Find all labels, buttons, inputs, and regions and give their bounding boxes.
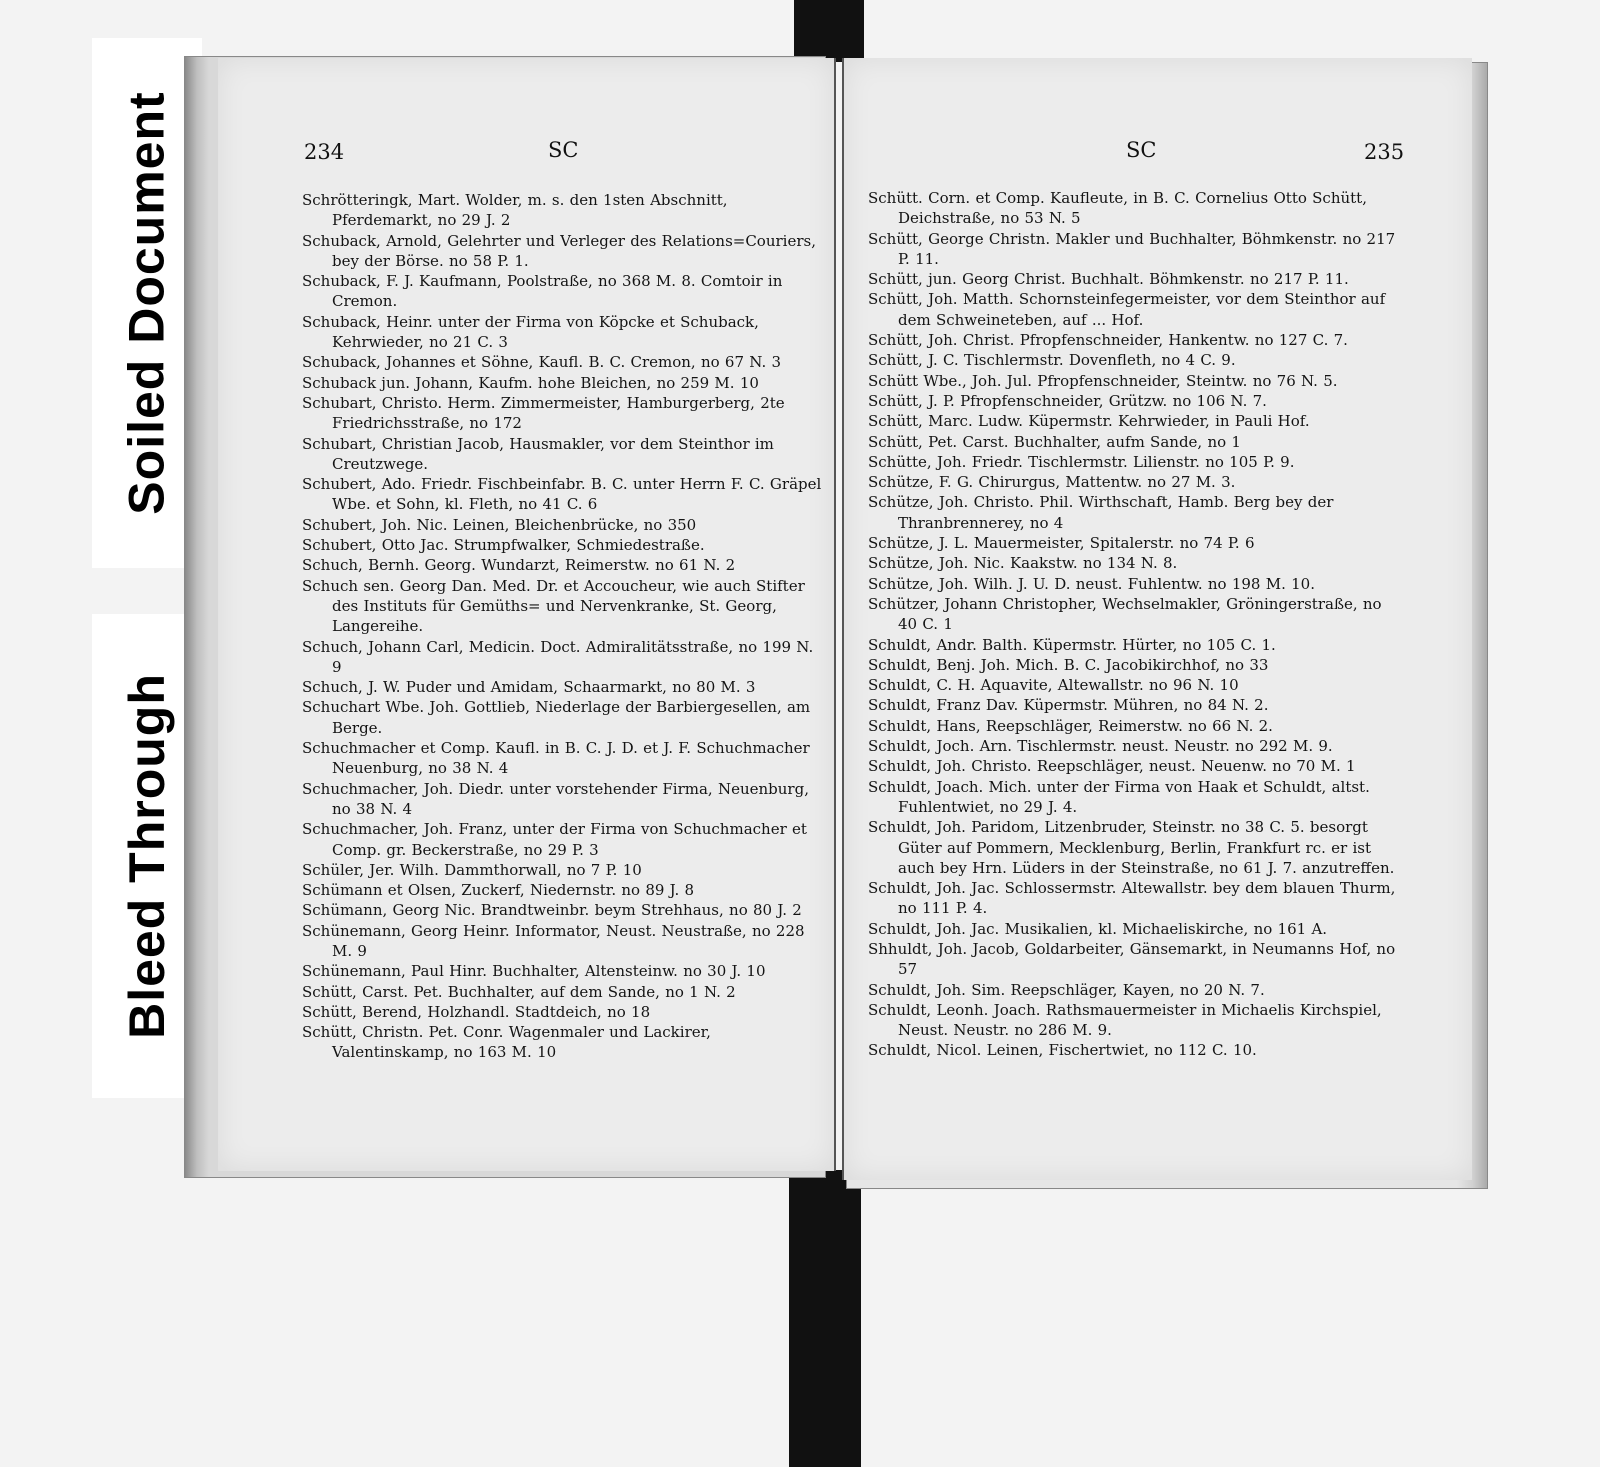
directory-entry: Schütt, Carst. Pet. Buchhalter, auf dem Sande, no 1 N. 2 <box>302 982 736 1001</box>
directory-entry: Schütt, George Christn. Makler und Buchhalter, Böhmkenstr. no 217 P. 11. <box>868 229 1396 268</box>
page-header: SC <box>1126 138 1157 162</box>
directory-entry: Schuldt, Andr. Balth. Küpermstr. Hürter, no 105 C. 1. <box>868 635 1276 654</box>
directory-entry: Schütt Wbe., Joh. Jul. Pfropfenschneider, Steintw. no 76 N. 5. <box>868 371 1338 390</box>
bleed-through-label-text: Bleed Through <box>119 673 176 1039</box>
directory-entry: Schubert, Otto Jac. Strumpfwalker, Schmiedestraße. <box>302 536 705 555</box>
directory-entry: Schütt, Joh. Christ. Pfropfenschneider, Hankentw. no 127 C. 7. <box>868 331 1348 350</box>
directory-entry: Schuback, Johannes et Söhne, Kaufl. B. C. Cremon, no 67 N. 3 <box>302 353 782 372</box>
directory-entry: Schütt, J. P. Pfropfenschneider, Grützw. no 106 N. 7. <box>868 391 1267 410</box>
directory-entry: Schützer, Johann Christopher, Wechselmakler, Gröningerstraße, no 40 C. 1 <box>868 594 1382 634</box>
directory-entry: Schuchmacher, Joh. Franz, unter der Firma von Schuchmacher et Comp. gr. Beckerstraße, no 29 P. 3 <box>302 820 807 859</box>
directory-entry: Schümann, Georg Nic. Brandtweinbr. beym Strehhaus, no 80 J. 2 <box>302 901 802 920</box>
page-number: 234 <box>304 140 345 164</box>
directory-entry: Schuldt, Joach. Mich. unter der Firma von Haak et Schuldt, altst. Fuhlentwiet, no 29 J. 4. <box>868 777 1370 816</box>
directory-entry: Schrötteringk, Mart. Wolder, m. s. den 1sten Abschnitt, Pferdemarkt, no 29 J. 2 <box>302 191 728 230</box>
page-header: SC <box>548 138 579 162</box>
directory-entry: Schubert, Ado. Friedr. Fischbeinfabr. B. C. unter Herrn F. C. Gräpel Wbe. et Sohn, kl. Fleth, no 41 C. 6 <box>302 475 822 514</box>
directory-entry: Schuch, Bernh. Georg. Wundarzt, Reimerstw. no 61 N. 2 <box>302 556 736 575</box>
directory-entry: Schubart, Christo. Herm. Zimmermeister, Hamburgerberg, 2te Friedrichsstraße, no 172 <box>302 393 785 433</box>
directory-entry: Schuldt, Joh. Christo. Reepschläger, neust. Neuenw. no 70 M. 1 <box>868 757 1356 776</box>
left-page <box>218 58 836 1171</box>
directory-entry: Schütt, J. C. Tischlermstr. Dovenfleth, no 4 C. 9. <box>868 351 1236 370</box>
directory-entry: Schütt, Christn. Pet. Conr. Wagenmaler und Lackirer, Valentinskamp, no 163 M. 10 <box>302 1023 711 1062</box>
directory-entry: Schütt, jun. Georg Christ. Buchhalt. Böhmkenstr. no 217 P. 11. <box>868 270 1349 289</box>
directory-entry: Schuldt, Nicol. Leinen, Fischertwiet, no 112 C. 10. <box>868 1041 1257 1060</box>
directory-entry: Schuldt, Joch. Arn. Tischlermstr. neust. Neustr. no 292 M. 9. <box>868 737 1333 756</box>
binding-strap-bottom <box>789 1170 861 1467</box>
directory-entry: Schütze, J. L. Mauermeister, Spitalerstr. no 74 P. 6 <box>868 534 1255 553</box>
page-number: 235 <box>1364 140 1405 164</box>
directory-entries-right <box>868 188 1398 1061</box>
directory-entry: Shhuldt, Joh. Jacob, Goldarbeiter, Gänsemarkt, in Neumanns Hof, no 57 <box>868 939 1396 979</box>
right-page <box>842 58 1472 1180</box>
directory-entry: Schuldt, Joh. Sim. Reepschläger, Kayen, no 20 N. 7. <box>868 980 1265 999</box>
binding-strap-top <box>794 0 864 62</box>
directory-entry: Schütt, Berend, Holzhandl. Stadtdeich, no 18 <box>302 1002 651 1021</box>
directory-entry: Schuldt, Hans, Reepschläger, Reimerstw. no 66 N. 2. <box>868 716 1273 735</box>
soiled-document-label-text: Soiled Document <box>119 91 175 515</box>
directory-entry: Schuldt, Joh. Jac. Schlossermstr. Altewallstr. bey dem blauen Thurm, no 111 P. 4. <box>868 879 1396 918</box>
directory-entry: Schütze, Joh. Nic. Kaakstw. no 134 N. 8. <box>868 554 1178 573</box>
directory-entry: Schuback, Arnold, Gelehrter und Verleger des Relations=Couriers, bey der Börse. no 58 P. 1. <box>302 231 816 270</box>
directory-entry: Schuldt, Joh. Paridom, Litzenbruder, Steinstr. no 38 C. 5. besorgt Güter auf Pommern, Mecklenburg, Berlin, Frankfurt rc. er ist auch bey Hrn. Lüders in der Steinstraße, no 61 J. 7. anzutreffen. <box>868 818 1395 877</box>
directory-entry: Schuchart Wbe. Joh. Gottlieb, Niederlage der Barbiergesellen, am Berge. <box>302 698 811 737</box>
directory-entry: Schuchmacher et Comp. Kaufl. in B. C. J. D. et J. F. Schuchmacher Neuenburg, no 38 N. 4 <box>302 739 810 778</box>
directory-entry: Schütte, Joh. Friedr. Tischlermstr. Lilienstr. no 105 P. 9. <box>868 452 1295 471</box>
directory-entry: Schubart, Christian Jacob, Hausmakler, vor dem Steinthor im Creutzwege. <box>302 434 774 473</box>
directory-entry: Schuback jun. Johann, Kaufm. hohe Bleichen, no 259 M. 10 <box>302 373 759 392</box>
directory-entry: Schuldt, C. H. Aquavite, Altewallstr. no 96 N. 10 <box>868 676 1239 695</box>
directory-entry: Schüler, Jer. Wilh. Dammthorwall, no 7 P. 10 <box>302 860 642 879</box>
directory-entries-left <box>302 190 822 1063</box>
directory-entry: Schuch, Johann Carl, Medicin. Doct. Admiralitätsstraße, no 199 N. 9 <box>302 637 814 676</box>
directory-entry: Schuback, F. J. Kaufmann, Poolstraße, no 368 M. 8. Comtoir in Cremon. <box>302 272 783 311</box>
directory-entry: Schubert, Joh. Nic. Leinen, Bleichenbrücke, no 350 <box>302 515 697 534</box>
directory-entry: Schuldt, Franz Dav. Küpermstr. Mühren, no 84 N. 2. <box>868 696 1269 715</box>
directory-entry: Schütze, Joh. Wilh. J. U. D. neust. Fuhlentw. no 198 M. 10. <box>868 574 1315 593</box>
directory-entry: Schuldt, Joh. Jac. Musikalien, kl. Michaeliskirche, no 161 A. <box>868 919 1328 938</box>
directory-entry: Schümann et Olsen, Zuckerf, Niedernstr. no 89 J. 8 <box>302 881 695 900</box>
directory-entry: Schuldt, Leonh. Joach. Rathsmauermeister in Michaelis Kirchspiel, Neust. Neustr. no 286 M. 9. <box>868 1000 1382 1040</box>
directory-entry: Schuch sen. Georg Dan. Med. Dr. et Accoucheur, wie auch Stifter des Instituts für Gemüths= und Nervenkranke, St. Georg, Langereihe. <box>302 576 805 636</box>
directory-entry: Schütt. Corn. et Comp. Kaufleute, in B. C. Cornelius Otto Schütt, Deichstraße, no 53 N. 5 <box>868 189 1367 228</box>
directory-entry: Schuchmacher, Joh. Diedr. unter vorstehender Firma, Neuenburg, no 38 N. 4 <box>302 779 809 818</box>
directory-entry: Schünemann, Paul Hinr. Buchhalter, Altensteinw. no 30 J. 10 <box>302 962 766 981</box>
directory-entry: Schuldt, Benj. Joh. Mich. B. C. Jacobikirchhof, no 33 <box>868 655 1269 674</box>
directory-entry: Schünemann, Georg Heinr. Informator, Neust. Neustraße, no 228 M. 9 <box>302 921 805 960</box>
directory-entry: Schütze, F. G. Chirurgus, Mattentw. no 27 M. 3. <box>868 473 1236 492</box>
directory-entry: Schuback, Heinr. unter der Firma von Köpcke et Schuback, Kehrwieder, no 21 C. 3 <box>302 312 759 352</box>
directory-entry: Schütt, Marc. Ludw. Küpermstr. Kehrwieder, in Pauli Hof. <box>868 412 1310 431</box>
directory-entry: Schuch, J. W. Puder und Amidam, Schaarmarkt, no 80 M. 3 <box>302 678 756 697</box>
directory-entry: Schütt, Joh. Matth. Schornsteinfegermeister, vor dem Steinthor auf dem Schweineteben, auf ... Hof. <box>868 290 1386 329</box>
directory-entry: Schütze, Joh. Christo. Phil. Wirthschaft, Hamb. Berg bey der Thranbrennerey, no 4 <box>868 493 1334 532</box>
directory-entry: Schütt, Pet. Carst. Buchhalter, aufm Sande, no 1 <box>868 432 1241 451</box>
